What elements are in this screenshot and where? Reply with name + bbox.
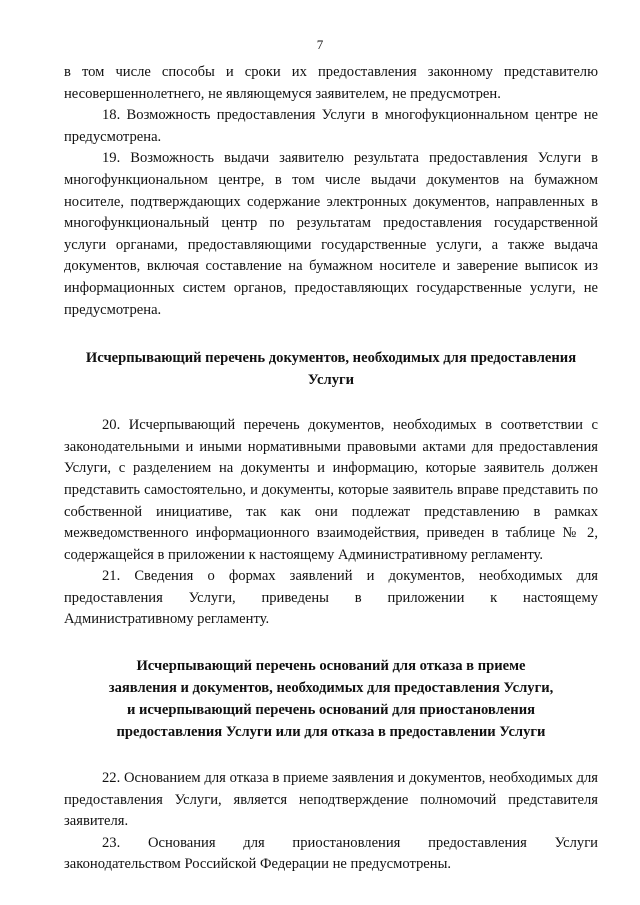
paragraph-21: 21. Сведения о формах заявлений и документов, необходимых для предоставления Услуги, приведены в приложении к настоящему Административному регламенту. — [64, 568, 598, 628]
paragraph-19: 19. Возможность выдачи заявителю результата предоставления Услуги в многофункциональном центре, в том числе выдачи документов на бумажном носителе, подтверждающих содержание электронных документов, направленных в многофункциональный центр по результатам предоставления государственной услуги органами, предоставляющими государственные услуги, а также выдача документов, включая составление на бумажном носителе и заверение выписок из информационных систем органов, предоставляющих государственные услуги, не предусмотрена. — [64, 150, 598, 318]
paragraph-22: 22. Основанием для отказа в приеме заявления и документов, необходимых для предоставления Услуги, является неподтверждение полномочий представителя заявителя. — [64, 770, 598, 830]
section-heading-documents: Исчерпывающий перечень документов, необходимых для предоставления Услуги — [85, 350, 577, 389]
heading-line-2: заявления и документов, необходимых для предоставления Услуги, — [108, 680, 554, 697]
paragraph-18: 18. Возможность предоставления Услуги в многофукционнальном центре не предусмотрена. — [64, 107, 598, 145]
heading-line-1: Исчерпывающий перечень оснований для отказа в приеме — [136, 658, 526, 675]
paragraph-23: 23. Основания для приостановления предоставления Услуги законодательством Российской Федерации не предусмотрены. — [64, 834, 598, 873]
document-body — [64, 62, 598, 876]
page-number: 7 — [316, 37, 324, 52]
heading-line-3: и исчерпывающий перечень оснований для приостановления — [126, 702, 536, 719]
paragraph-continuation: в том числе способы и сроки их предоставления законному представителю несовершеннолетнего, не являющемуся заявителем, не предусмотрен. — [64, 64, 598, 102]
heading-line-4: предоставления Услуги или для отказа в предоставлении Услуги — [116, 724, 546, 741]
section-heading-refusal — [64, 655, 598, 743]
paragraph-20: 20. Исчерпывающий перечень документов, необходимых в соответствии с законодательными и иными нормативными правовыми актами для предоставления Услуги, с разделением на документы и информацию, которые заявитель должен представить самостоятельно, и документы, которые заявитель вправе представить по собственной инициативе, так как они подлежат представлению в рамках межведомственного информационного взаимодействия, приведен в таблице № 2, содержащейся в приложении к настоящему Административному регламенту. — [64, 417, 598, 563]
